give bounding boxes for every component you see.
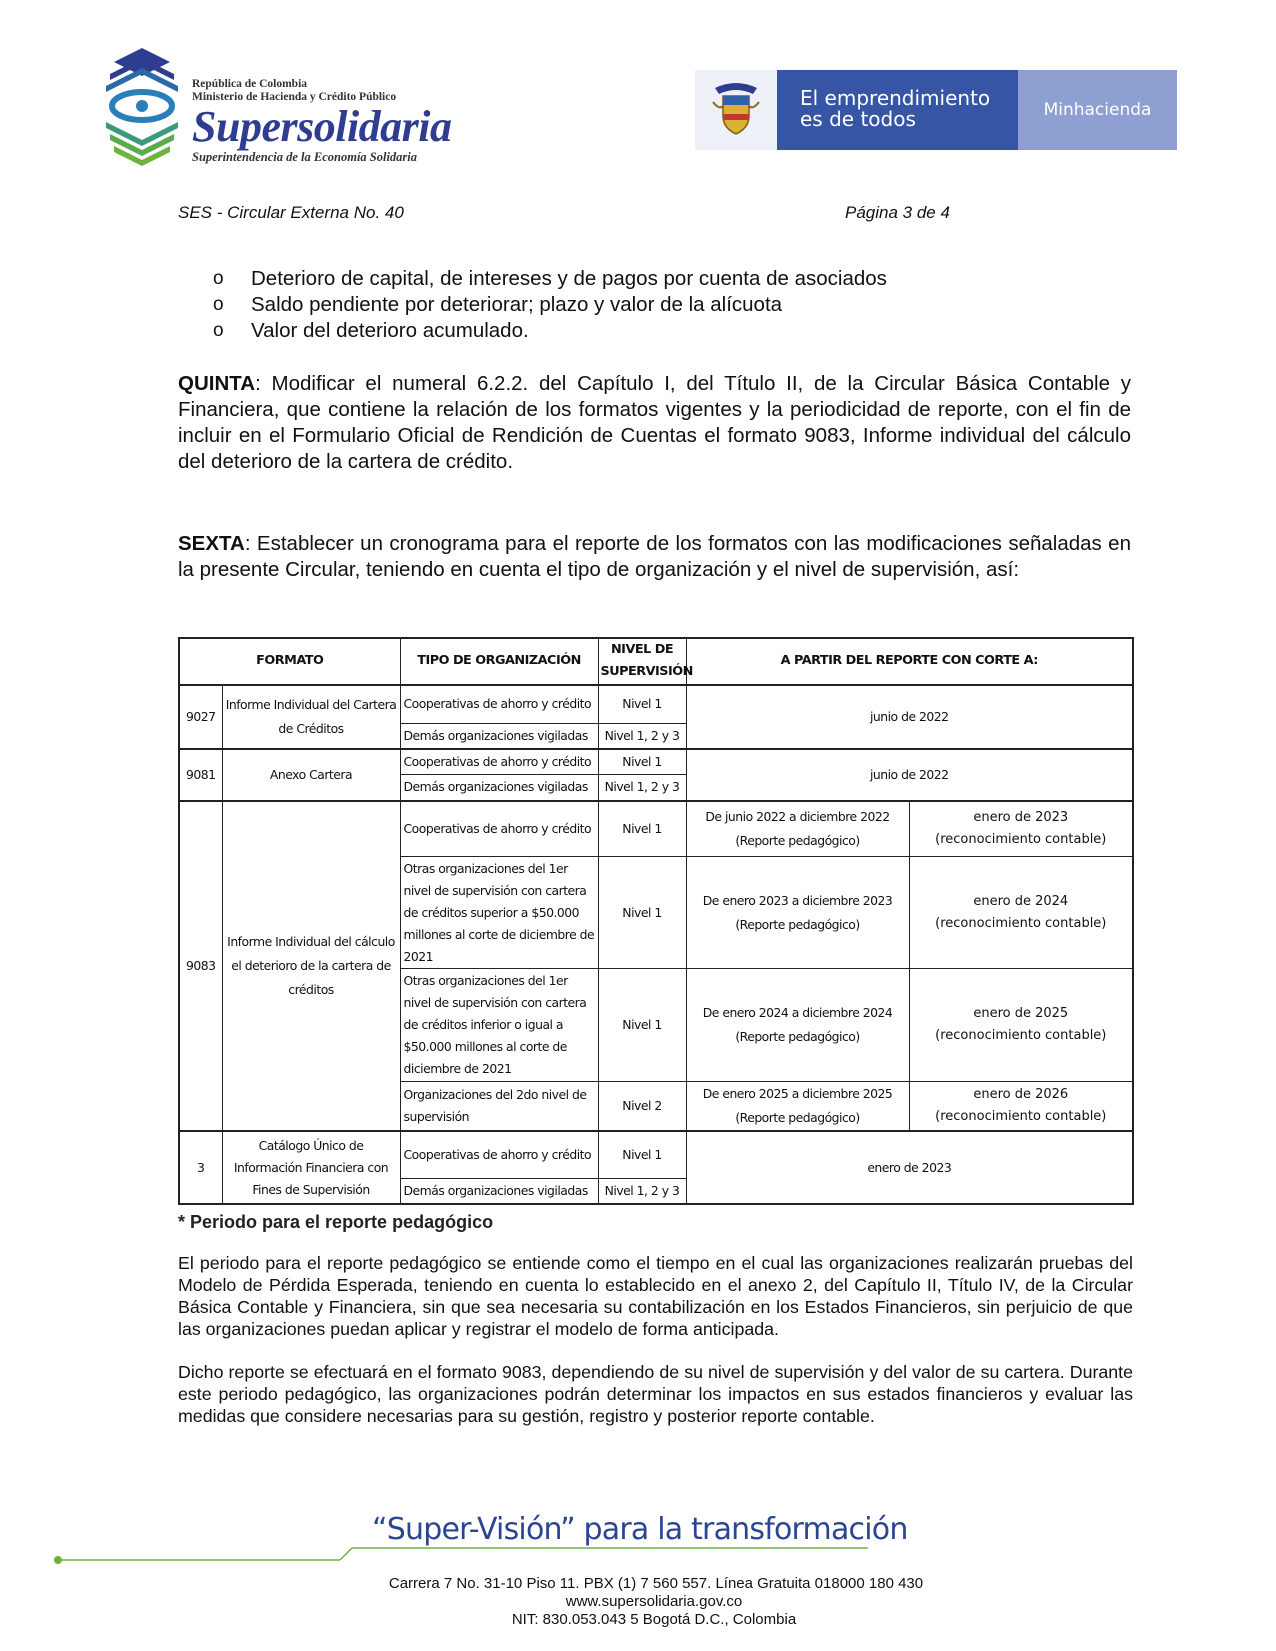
accounting-cutoff [909, 801, 1133, 857]
cutoff-date: enero de 2023 [973, 809, 1069, 825]
sexta-text: : Establecer un cronograma para el reporte de los formatos con las modificaciones señaladas en la presente Circular, teniendo en cuenta el tipo de organización y el nivel de supervisión, así: [178, 532, 1131, 581]
cutoff-note: (reconocimiento contable) [935, 915, 1107, 931]
quinta-label: QUINTA [178, 372, 256, 395]
format-code: 9081 [179, 749, 222, 801]
supervision-level: Nivel 2 [598, 1081, 686, 1131]
list-item: o Saldo pendiente por deteriorar; plazo y valor de la alícuota [213, 292, 887, 318]
quinta-paragraph [178, 371, 1131, 475]
page-number: Página 3 de 4 [845, 203, 950, 222]
org-type: Cooperativas de ahorro y crédito [400, 749, 598, 775]
banner-slogan [777, 70, 1018, 150]
logo-subtitle: Superintendencia de la Economía Solidaria [192, 150, 418, 164]
org-type: Demás organizaciones vigiladas [400, 775, 598, 801]
org-type: Cooperativas de ahorro y crédito [400, 685, 598, 724]
cutoff-date: enero de 2026 [973, 1087, 1069, 1103]
format-code: 3 [179, 1131, 222, 1204]
org-type: Otras organizaciones del 1er nivel de supervisión con cartera de créditos superior a $50.000 millones al corte de diciembre de 2021 [400, 856, 598, 968]
logo-wordmark: Supersolidaria [192, 102, 452, 151]
banner-ministry: Minhacienda [1018, 70, 1177, 150]
dicho-paragraph: Dicho reporte se efectuará en el formato 9083, dependiendo de su nivel de supervisión y del valor de su cartera. Durante este periodo pedagógico, las organizaciones podrán determinar los impactos en sus estados financieros y evaluar las medidas que considere necesarias para su gestión, registro y posterior reporte contable. [178, 1362, 1133, 1426]
header-formato: FORMATO [179, 638, 400, 685]
pedagogic-period [686, 801, 909, 857]
period-note: (Reporte pedagógico) [735, 832, 860, 848]
colombia-crest-icon [695, 70, 777, 150]
document-reference: SES - Circular Externa No. 40 [178, 203, 404, 222]
format-code: 9083 [179, 801, 222, 1132]
org-type: Cooperativas de ahorro y crédito [400, 801, 598, 857]
supervision-level: Nivel 1 [598, 749, 686, 775]
logo-country: República de Colombia [192, 78, 308, 90]
accounting-cutoff [909, 969, 1133, 1081]
pedagogic-period [686, 856, 909, 968]
table-footnote: * Periodo para el reporte pedagógico [178, 1212, 494, 1232]
footer-nit: NIT: 830.053.043 5 Bogotá D.C., Colombia [511, 1611, 797, 1628]
period-range: De junio 2022 a diciembre 2022 [705, 808, 890, 824]
supervision-level: Nivel 1 [598, 801, 686, 857]
logo-ministry: Ministerio de Hacienda y Crédito Público [192, 91, 397, 103]
minhacienda-banner [695, 70, 1177, 150]
quinta-text: : Modificar el numeral 6.2.2. del Capítulo I, del Título II, de la Circular Básica Contable y Financiera, que contiene la relación de los formatos vigentes y la periodicidad de reporte, con el fin de incluir en el Formulario Oficial de Rendición de Cuentas el formato 9083, Informe individual del cálculo del deterioro de la cartera de crédito. [178, 372, 1131, 473]
list-item: o Deterioro de capital, de intereses y de pagos por cuenta de asociados [213, 266, 887, 292]
cutoff-note: (reconocimiento contable) [935, 1109, 1107, 1125]
org-type: Cooperativas de ahorro y crédito [400, 1131, 598, 1178]
banner-line1: El emprendimiento [800, 86, 991, 110]
cutoff-note: (reconocimiento contable) [935, 831, 1107, 847]
schedule-table [178, 637, 1134, 1205]
header-corte: A PARTIR DEL REPORTE CON CORTE A: [686, 638, 1133, 685]
cutoff-date: enero de 2024 [973, 893, 1069, 909]
format-name: Anexo Cartera [222, 749, 400, 801]
footer-website[interactable]: www.supersolidaria.gov.co [565, 1593, 743, 1610]
cutoff-date: enero de 2025 [973, 1006, 1069, 1022]
supervision-level: Nivel 1, 2 y 3 [598, 1178, 686, 1204]
footer-decoration-line-icon [0, 1540, 1276, 1570]
cutoff-note: (reconocimiento contable) [935, 1028, 1107, 1044]
accounting-cutoff [909, 1081, 1133, 1131]
org-type: Demás organizaciones vigiladas [400, 1178, 598, 1204]
list-item: o Valor del deterioro acumulado. [213, 318, 887, 344]
supervision-level: Nivel 1, 2 y 3 [598, 775, 686, 801]
banner-line2: es de todos [800, 107, 916, 131]
period-note: (Reporte pedagógico) [735, 1110, 860, 1126]
footer-slogan: “Super-Visión” para la transformación [372, 1512, 908, 1547]
periodo-paragraph: El periodo para el reporte pedagógico se entiende como el tiempo en el cual las organizaciones realizarán pruebas del Modelo de Pérdida Esperada, teniendo en cuenta lo establecido en el anexo 2, del Capítulo II, Título IV, de la Circular Básica Contable y Financiera, sin que sea necesaria su contabilización en los Estados Financieros, sin perjuicio de que las organizaciones puedan aplicar y registrar el modelo de forma anticipada. [178, 1253, 1133, 1339]
header-nivel: NIVEL DE SUPERVISIÓN [598, 638, 686, 685]
pedagogic-period [686, 969, 909, 1081]
period-note: (Reporte pedagógico) [735, 1029, 860, 1045]
bullet-list [213, 266, 887, 344]
org-type: Demás organizaciones vigiladas [400, 723, 598, 749]
accounting-cutoff [909, 856, 1133, 968]
format-name: Catálogo Único de Información Financiera con Fines de Supervisión [222, 1131, 400, 1204]
footer-address: Carrera 7 No. 31-10 Piso 11. PBX (1) 7 560 557. Línea Gratuita 018000 180 430 [388, 1575, 924, 1592]
period-range: De enero 2024 a diciembre 2024 [702, 1005, 893, 1021]
period-note: (Reporte pedagógico) [735, 916, 860, 932]
cutoff-date: enero de 2023 [686, 1131, 1133, 1204]
format-name: Informe Individual del cálculo el deterioro de la cartera de créditos [222, 801, 400, 1132]
supervision-level: Nivel 1, 2 y 3 [598, 723, 686, 749]
period-range: De enero 2025 a diciembre 2025 [702, 1086, 893, 1102]
supervision-level: Nivel 1 [598, 685, 686, 724]
cutoff-date: junio de 2022 [686, 749, 1133, 801]
pedagogic-period [686, 1081, 909, 1131]
format-code: 9027 [179, 685, 222, 749]
org-type: Otras organizaciones del 1er nivel de supervisión con cartera de créditos inferior o igual a $50.000 millones al corte de diciembre de 2021 [400, 969, 598, 1081]
sexta-paragraph [178, 531, 1131, 583]
org-type: Organizaciones del 2do nivel de supervisión [400, 1081, 598, 1131]
supersolidaria-emblem-icon [100, 44, 186, 170]
supervision-level: Nivel 1 [598, 856, 686, 968]
supervision-level: Nivel 1 [598, 969, 686, 1081]
sexta-label: SEXTA [178, 532, 245, 555]
supervision-level: Nivel 1 [598, 1131, 686, 1178]
header-tipo: TIPO DE ORGANIZACIÓN [400, 638, 598, 685]
period-range: De enero 2023 a diciembre 2023 [702, 892, 893, 908]
cutoff-date: junio de 2022 [686, 685, 1133, 749]
format-name: Informe Individual del Cartera de Créditos [222, 685, 400, 749]
supersolidaria-logo [100, 44, 500, 174]
